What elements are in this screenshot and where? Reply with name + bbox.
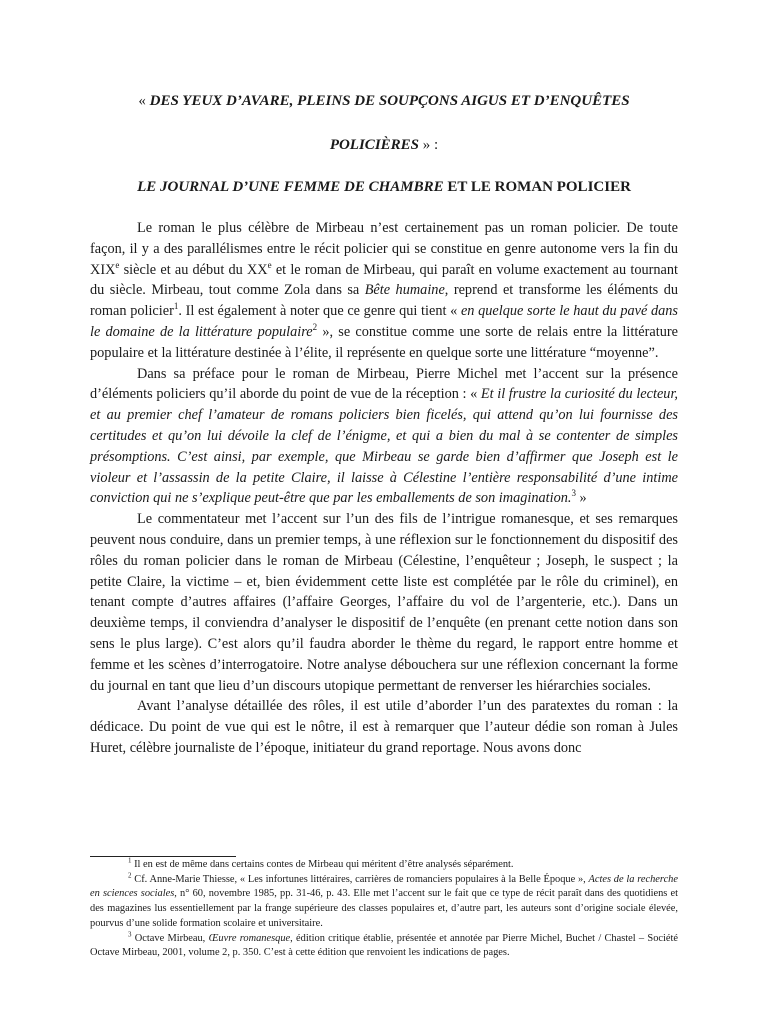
text-run: , reprend et transforme les éléments du roman policier (90, 282, 678, 320)
quotation: Et il frustre la curiosité du lecteur, et au premier chef l’amateur de romans policiers bien ficelés, qui attend qu’on lui fournisse des certitudes et qu’on lui dévoile la clef de l’énigme, et qui a bien du mal à se contenter de simples présomptions. C’est ainsi, par exemple, que Mirbeau se garde bien d’affirmer que Joseph est le violeur et l’assassin de la petite Claire, il laisse à Célestine l’entière responsabilité d’une intime conviction qui ne s’explique peut-être que par les emballements de son imagination. (90, 386, 679, 507)
body-text (90, 218, 678, 759)
footnote-number: 3 (128, 930, 132, 939)
superscript: e (115, 259, 120, 270)
paragraph-2 (90, 364, 678, 510)
footnote-2 (90, 873, 678, 932)
journal-title: Actes de la recherche en sciences sociales (90, 873, 678, 900)
close-quote: » : (419, 137, 439, 153)
text-run: Le roman le plus célèbre de Mirbeau n’est certainement pas un roman policier. De toute façon, il y a des parallélismes entre le récit policier qui se constitue en genre autonome vers la fin du XIX (90, 220, 678, 278)
text-run: Dans sa préface pour le roman de Mirbeau, Pierre Michel met l’accent sur la présence d’éléments policiers qu’il aborde du point de vue de la réception : « (90, 365, 678, 403)
work-title: Œuvre romanesque (208, 932, 291, 944)
paragraph-4: Avant l’analyse détaillée des rôles, il est utile d’aborder l’un des paratextes du roman : la dédicace. Du point de vue qui est le nôtre, il est à remarquer que l’auteur dédie son roman à Jules Huret, célèbre journaliste de l’époque, initiateur du grand reportage. Nous avons donc (90, 698, 678, 756)
paragraph-1 (90, 218, 678, 364)
footnote-1 (90, 858, 678, 873)
text-run: . Il est également à noter que ce genre qui tient « (178, 303, 461, 320)
work-title: Bête humaine (364, 282, 445, 299)
subtitle-rest: ET LE ROMAN POLICIER (443, 179, 631, 195)
quotation: en quelque sorte le haut du pavé dans le domaine de la littérature populaire (90, 303, 678, 340)
footnote-text: , n° 60, novembre 1985, pp. 31-46, p. 43. Elle met l’accent sur le fait que ce type de récit paraît dans des quotidiens et des magazines lus essentiellement par la frange supérieure des classes populaires et, d’autre part, les auteurs sont d’origine sociale élevée, pourvus d’une solide formation scolaire et universitaire. (90, 888, 678, 929)
superscript: e (267, 259, 272, 270)
footnote-ref-1: 1 (173, 301, 179, 312)
footnote-ref-3: 3 (571, 488, 576, 499)
title-text-line-1: DES YEUX D’AVARE, PLEINS DE SOUPÇONS AIGUS ET D’ENQUÊTES (149, 93, 630, 109)
text-run: siècle et au début du XX (119, 261, 268, 278)
footnotes (90, 858, 678, 961)
text-run: et le roman de Mirbeau, qui paraît en volume exactement au tournant du siècle. Mirbeau, tout comme Zola dans sa (90, 261, 678, 299)
footnote-separator (90, 856, 236, 857)
footnote-text: Octave Mirbeau, (131, 932, 209, 944)
text-run: » (575, 490, 587, 507)
article-title-line-2 (90, 134, 678, 156)
footnote-ref-2: 2 (312, 322, 318, 333)
footnote-3 (90, 932, 678, 961)
footnote-text: Il en est de même dans certains contes de Mirbeau qui méritent d’être analysés séparément. (131, 859, 514, 870)
text-run: », se constitue comme une sorte de relais entre la littérature populaire et la littérature destinée à l’élite, il représente en quelque sorte une littérature “moyenne”. (90, 323, 678, 361)
article-title-line-1 (90, 90, 678, 112)
title-text-line-2: POLICIÈRES (329, 137, 420, 153)
subtitle-work: LE JOURNAL D’UNE FEMME DE CHAMBRE (137, 179, 444, 195)
article-subtitle (90, 176, 678, 198)
footnote-number: 2 (128, 871, 132, 880)
footnote-text: , édition critique établie, présentée et annotée par Pierre Michel, Buchet / Chastel – Société Octave Mirbeau, 2001, volume 2, p. 350. C’est à cette édition que renvoient les indications de pages. (90, 932, 678, 959)
paragraph-3: Le commentateur met l’accent sur l’un des fils de l’intrigue romanesque, et ses remarques peuvent nous conduire, dans un premier temps, à une réflexion sur le fonctionnement du dispositif des rôles du roman policier dans le roman de Mirbeau (Célestine, l’enquêteur ; Joseph, le suspect ; la petite Claire, la victime – et, bien évidemment cette liste est complétée par le rôle du criminel), en tenant compte d’autres affaires (l’affaire Georges, l’affaire du vol de l’argenterie, etc.). Dans un deuxième temps, il conviendra d’analyser le dispositif de l’enquête (en prenant cette notion dans son sens le plus large). C’est alors qu’il faudra aborder le thème du regard, le rapport entre homme et femme et les scènes d’interrogatoire. Notre analyse débouchera sur une réflexion concernant la forme du journal en tant que lieu d’un discours utopique permettant de renverser les hiérarchies sociales. (90, 511, 678, 694)
open-quote: « (138, 93, 150, 109)
footnote-number: 1 (128, 856, 132, 865)
footnote-text: Cf. Anne-Marie Thiesse, « Les infortunes littéraires, carrières de romanciers populaires à la Belle Époque », (131, 873, 589, 885)
